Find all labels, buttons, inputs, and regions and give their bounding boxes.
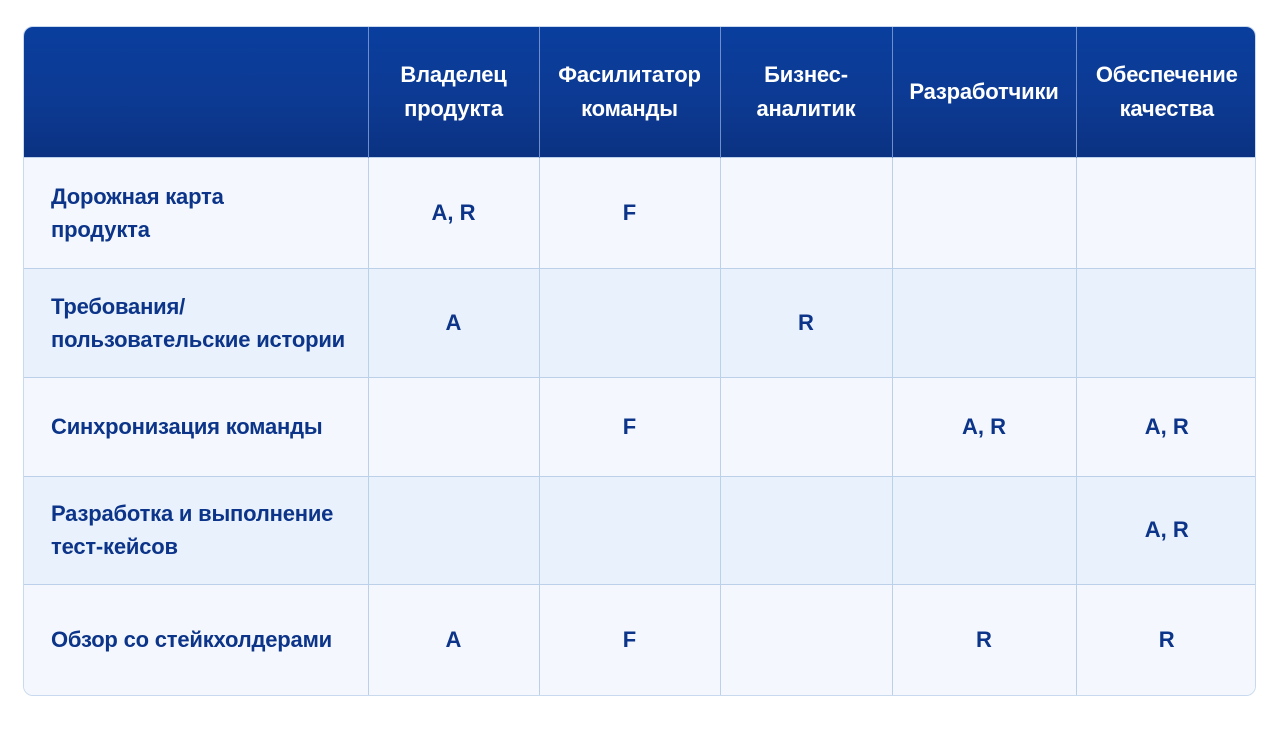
header-product-owner [368,27,539,157]
role-cell [892,476,1076,584]
task-line: Разработка и выполнение [51,501,334,526]
role-cell: F [539,584,720,695]
table-header [24,27,1256,157]
role-cell [539,476,720,584]
task-line: Дорожная карта [51,183,224,209]
header-line: Владелец [400,61,507,87]
task-cell [24,157,368,268]
table-row [24,584,1256,695]
role-cell: A, R [892,377,1076,476]
header-line: аналитик [756,95,856,121]
task-cell [24,377,368,476]
table-row [24,377,1256,476]
role-cell [368,377,539,476]
role-cell [368,476,539,584]
header-line: продукта [404,95,503,121]
table-row [24,268,1256,377]
role-cell [720,157,892,268]
header-line: качества [1119,95,1214,121]
role-cell [720,377,892,476]
task-cell [24,476,368,584]
role-cell: A, R [1076,377,1256,476]
table-row [24,476,1256,584]
raci-table [24,27,1256,695]
raci-matrix [23,26,1256,696]
role-cell [1076,157,1256,268]
role-cell: A [368,268,539,377]
role-cell [1076,268,1256,377]
role-cell: F [539,157,720,268]
task-cell [24,584,368,695]
role-cell [892,157,1076,268]
task-line: Обзор со стейкхолдерами [51,627,332,653]
table-row [24,157,1256,268]
task-line: Требования/ [51,293,186,319]
header-row [24,27,1256,157]
role-cell: R [720,268,892,377]
table-body [24,157,1256,695]
header-quality-assurance [1076,27,1256,157]
header-business-analyst [720,27,892,157]
header-corner [24,27,368,157]
header-team-facilitator [539,27,720,157]
task-line: пользовательские истории [51,326,345,352]
role-cell: A, R [1076,476,1256,584]
role-cell: R [892,584,1076,695]
role-cell [720,584,892,695]
header-line: Бизнес- [764,61,848,87]
role-cell [720,476,892,584]
task-line: тест-кейсов [51,534,178,559]
task-cell [24,268,368,377]
task-line: Синхронизация команды [51,414,323,439]
header-line: Разработчики [909,78,1059,104]
task-line: продукта [51,216,150,242]
header-line: команды [581,95,678,121]
header-line: Обеспечение [1095,61,1238,87]
role-cell: A, R [368,157,539,268]
role-cell: F [539,377,720,476]
header-line: Фасилитатор [558,61,701,87]
role-cell: R [1076,584,1256,695]
role-cell [539,268,720,377]
header-developers [892,27,1076,157]
role-cell: A [368,584,539,695]
role-cell [892,268,1076,377]
